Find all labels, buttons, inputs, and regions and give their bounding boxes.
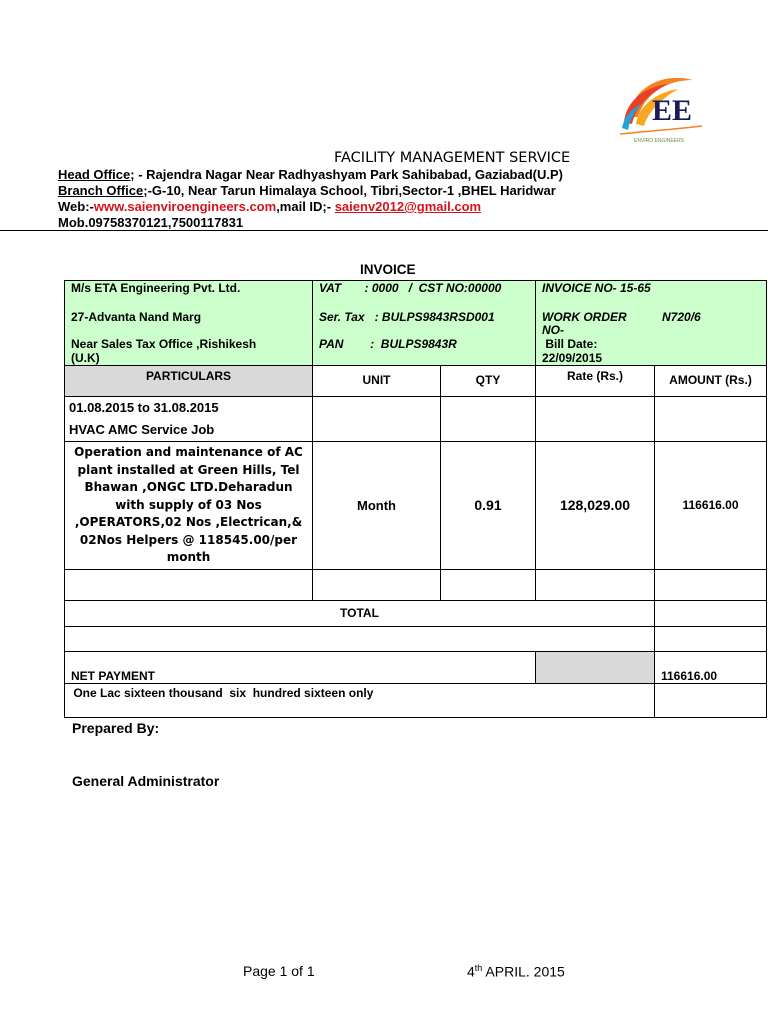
invoice-no: INVOICE NO- 15-65 (542, 281, 651, 295)
work-order-no-label: NO- (542, 323, 564, 337)
item-unit: Month (313, 442, 441, 570)
footer-date-suffix: th (474, 963, 483, 973)
designation: General Administrator (72, 773, 220, 789)
work-order-label: WORK ORDER (542, 310, 627, 324)
meta-cell (536, 281, 767, 366)
head-office-address: - Rajendra Nagar Near Radhyashyam Park Sahibabad, Gaziabad(U.P) (134, 167, 564, 182)
mail-label: ,mail ID;- (276, 199, 335, 214)
amount-in-words (65, 683, 655, 717)
web-label: Web:- (58, 199, 94, 214)
mobile-line: Mob.09758370121,7500117831 (58, 215, 244, 230)
header-divider (0, 230, 768, 231)
branch-office-line (58, 183, 556, 198)
col-rate: Rate (Rs.) (536, 366, 655, 397)
net-payment-amount: 116616.00 (655, 651, 767, 683)
total-amount (655, 600, 767, 626)
total-label: TOTAL (65, 600, 655, 626)
prepared-by: Prepared By: (72, 720, 160, 736)
web-mail-line (58, 199, 481, 214)
amount-in-words-text: One Lac sixteen thousand six hundred sixteen only (70, 685, 374, 700)
page-number: Page 1 of 1 (243, 963, 315, 979)
words-row (65, 683, 767, 717)
job-title: HVAC AMC Service Job (69, 422, 215, 437)
bill-date-label: Bill Date: (542, 337, 598, 351)
service-tax: Ser. Tax : BULPS9843RSD001 (319, 310, 495, 324)
spacer-row (65, 626, 767, 651)
invoice-title: INVOICE (360, 262, 416, 277)
column-header-row (65, 366, 767, 397)
item-amount: 116616.00 (655, 442, 767, 570)
item-qty: 0.91 (441, 442, 536, 570)
branch-office-label: Branch Office; (58, 183, 148, 198)
col-amount: AMOUNT (Rs.) (655, 366, 767, 397)
col-particulars: PARTICULARS (65, 366, 313, 397)
period-cell (65, 397, 313, 442)
item-rate: 128,029.00 (536, 442, 655, 570)
invoice-table (64, 280, 767, 718)
company-logo (598, 62, 738, 162)
vat-cst: VAT : 0000 / CST NO:00000 (319, 281, 502, 295)
tax-cell (313, 281, 536, 366)
pan: PAN : BULPS9843R (319, 337, 457, 351)
document-heading: FACILITY MANAGEMENT SERVICE (334, 150, 571, 166)
head-office-label: Head Office; (58, 167, 135, 182)
footer-date-day: 4 (467, 963, 475, 980)
logo-mark: EE (652, 94, 693, 127)
period-row (65, 397, 767, 442)
branch-office-address: -G-10, Near Tarun Himalaya School, Tibri,Sector-1 ,BHEL Haridwar (147, 183, 556, 198)
net-payment-label: NET PAYMENT (65, 651, 536, 683)
logo-tagline: ENVIRO ENGINEERS (634, 138, 685, 144)
customer-name: M/s ETA Engineering Pvt. Ltd. (71, 281, 241, 295)
total-row (65, 600, 767, 626)
footer-date-rest: APRIL. 2015 (482, 963, 565, 980)
work-order-value: N720/6 (662, 310, 701, 324)
item-description: Operation and maintenance of AC plant installed at Green Hills, Tel Bhawan ,ONGC LTD.Deharadun with supply of 03 Nos ,OPERATORS,02 Nos ,Electrican,& 02Nos Helpers @ 118545.00/per month (65, 442, 313, 570)
billing-period: 01.08.2015 to 31.08.2015 (69, 400, 219, 415)
col-unit: UNIT (313, 366, 441, 397)
customer-cell (65, 281, 313, 366)
customer-address2: Near Sales Tax Office ,Rishikesh (71, 337, 257, 351)
head-office-line (58, 167, 563, 182)
email-link[interactable]: saienv2012@gmail.com (334, 199, 482, 214)
net-payment-row (65, 651, 767, 683)
customer-address3: (U.K) (71, 351, 100, 365)
bill-date: 22/09/2015 (542, 351, 603, 365)
footer-date (467, 963, 565, 980)
website-link[interactable]: www.saienviroengineers.com (93, 199, 277, 214)
blank-row (65, 569, 767, 600)
info-row (65, 281, 767, 366)
col-qty: QTY (441, 366, 536, 397)
item-row (65, 442, 767, 570)
customer-address1: 27-Advanta Nand Marg (71, 310, 202, 324)
